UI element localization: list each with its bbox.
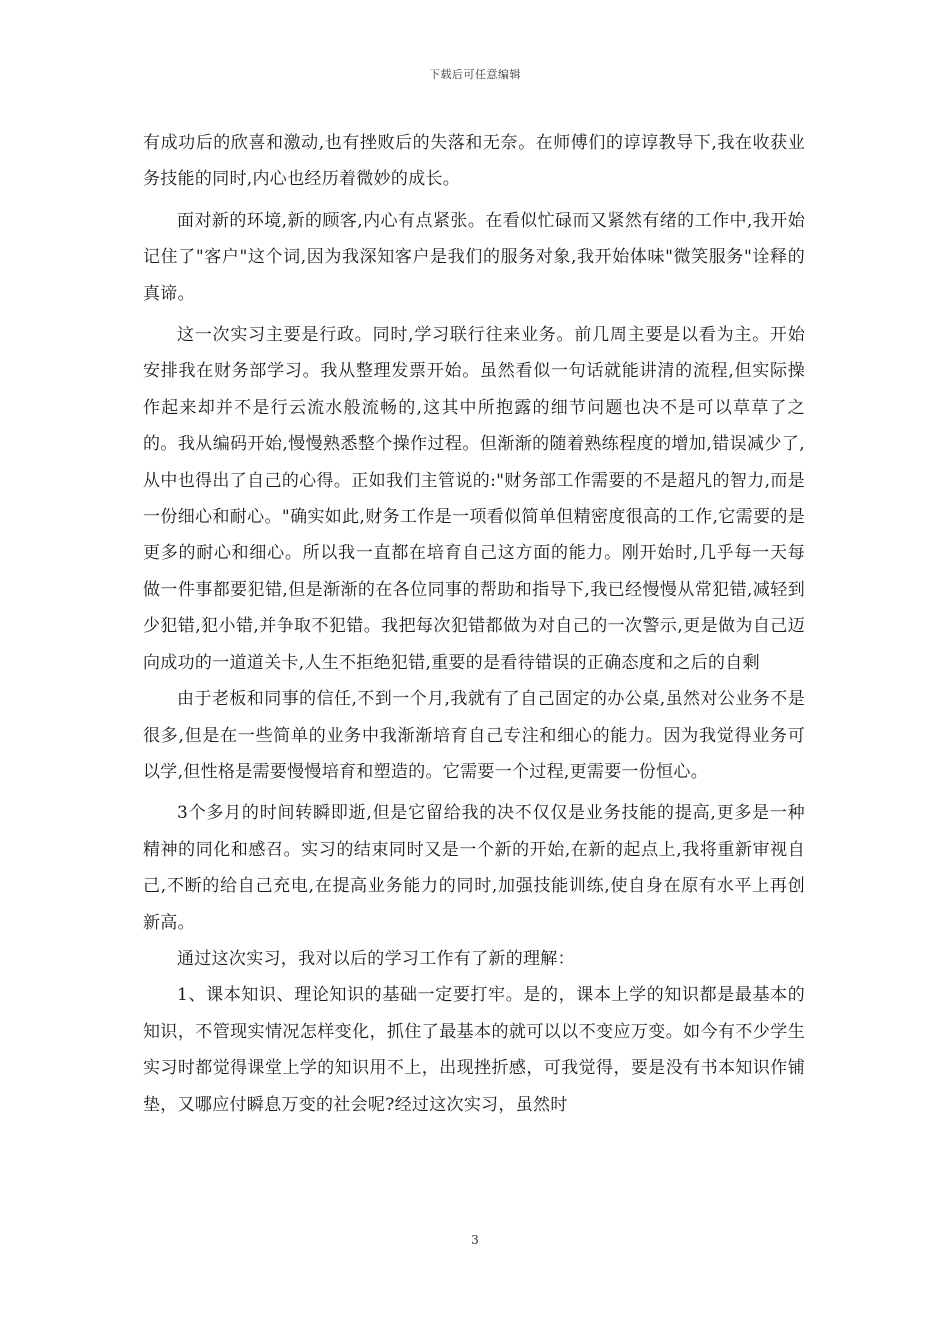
paragraph-5: 3个多月的时间转瞬即逝,但是它留给我的决不仅仅是业务技能的提高,更多是一种精神的同化和感召。实习的结束同时又是一个新的开始,在新的起点上,我将重新审视自己,不断的给自己充电,在提高业务能力的同时,加强技能训练,使自身在原有水平上再创新高。 bbox=[143, 803, 805, 933]
page-number: 3 bbox=[471, 1233, 479, 1247]
page-header: 下载后可任意编辑 bbox=[429, 68, 521, 81]
paragraph-6: 通过这次实习，我对以后的学习工作有了新的理解： bbox=[177, 948, 575, 969]
paragraph-2: 面对新的环境,新的顾客,内心有点紧张。在看似忙碌而又紧然有绪的工作中,我开始记住了"客户"这个词,因为我深知客户是我们的服务对象,我开始体味"微笑服务"诠释的真谛。 bbox=[143, 210, 805, 304]
paragraph-4: 由于老板和同事的信任,不到一个月,我就有了自己固定的办公桌,虽然对公业务不是很多,但是在一些简单的业务中我渐渐培育自己专注和细心的能力。因为我觉得业务可以学,但性格是需要慢慢培育和塑造的。它需要一个过程,更需要一份恒心。 bbox=[143, 689, 805, 782]
document-body bbox=[143, 125, 805, 1123]
paragraph-3: 这一次实习主要是行政。同时,学习联行往来业务。前几周主要是以看为主。开始安排我在财务部学习。我从整理发票开始。虽然看似一句话就能讲清的流程,但实际操作起来却并不是行云流水般流畅的,这其中所抱露的细节问题也决不是可以草草了之的。我从编码开始,慢慢熟悉整个操作过程。但渐渐的随着熟练程度的增加,错误减少了,从中也得出了自己的心得。正如我们主管说的:"财务部工作需要的不是超凡的智力,而是一份细心和耐心。"确实如此,财务工作是一项看似简单但精密度很高的工作,它需要的是更多的耐心和细心。所以我一直都在培育自己这方面的能力。刚开始时,几乎每一天每做一件事都要犯错,但是渐渐的在各位同事的帮助和指导下,我已经慢慢从常犯错,减轻到少犯错,犯小错,并争取不犯错。我把每次犯错都做为对自己的一次警示,更是做为自己迈向成功的一道道关卡,人生不拒绝犯错,重要的是看待错误的正确态度和之后的自剩 bbox=[143, 325, 805, 673]
paragraph-1: 有成功后的欣喜和激动,也有挫败后的失落和无奈。在师傅们的谆谆教导下,我在收获业务技能的同时,内心也经历着微妙的成长。 bbox=[143, 133, 805, 190]
paragraph-7: 1、课本知识、理论知识的基础一定要打牢。是的，课本上学的知识都是最基本的知识，不管现实情况怎样变化，抓住了最基本的就可以以不变应万变。如今有不少学生实习时都觉得课堂上学的知识用不上，出现挫折感，可我觉得，要是没有书本知识作铺垫，又哪应付瞬息万变的社会呢?经过这次实习，虽然时 bbox=[143, 985, 805, 1115]
